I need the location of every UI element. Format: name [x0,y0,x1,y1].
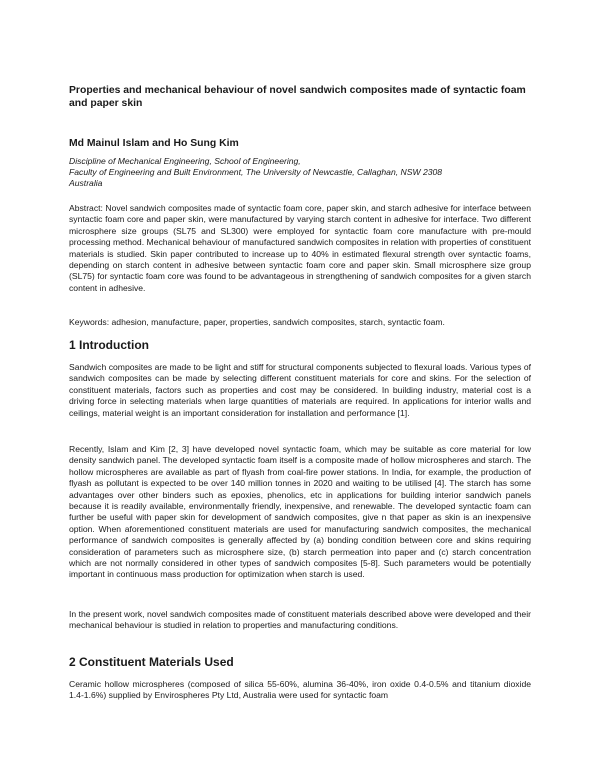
affiliation [69,156,531,190]
affiliation-line: Australia [69,178,103,189]
section-heading-constituent-materials: 2 Constituent Materials Used [69,655,234,669]
introduction-paragraph-1: Sandwich composites are made to be light and stiff for structural components subjected to flexural loads. Various types of sandwich composites can be made by selecting different constituent materials for core and skins. For the selection of constituent materials, factors such as properties and cost may be considered. In building industry, material cost is a driving force in selecting materials when large quantities of materials are required. In applications for interior walls and ceilings, material weight is an important consideration for installation and performance [1]. [69,362,531,418]
authors: Md Mainul Islam and Ho Sung Kim [69,138,239,149]
introduction-paragraph-3: In the present work, novel sandwich composites made of constituent materials described above were developed and their mechanical behaviour is studied in relation to properties and manufacturing conditions. [69,609,531,631]
affiliation-line: Discipline of Mechanical Engineering, School of Engineering, [69,156,301,166]
affiliation-line: Faculty of Engineering and Built Environment, The University of Newcastle, Callaghan, NSW 2308 [69,167,443,178]
keywords: Keywords: adhesion, manufacture, paper, properties, sandwich composites, starch, syntactic foam. [69,317,445,327]
section-heading-introduction: 1 Introduction [69,338,149,352]
paper-title: Properties and mechanical behaviour of novel sandwich composites made of syntactic foam and paper skin [69,85,526,109]
introduction-paragraph-2: Recently, Islam and Kim [2, 3] have developed novel syntactic foam, which may be suitable as core material for low density sandwich panel. The developed syntactic foam itself is a composite made of hollow microspheres and starch. The hollow microspheres are available as part of flyash from coal-fire power stations. In India, for example, the production of flyash as pollutant is expected to be over 140 million tonnes in 2020 and waiting to be utilised [4]. The starch has some advantages over other binders such as epoxies, phenolics, etc in applications for building interior sandwich panels because it is readily available, environmentally friendly, inexpensive, and renewable. The developed syntactic foam can further be useful with paper skin for development of sandwich composites, give n that paper as skin is an inexpensive option. When aforementioned constituent materials are used for manufacturing sandwich composites, the mechanical performance of sandwich composites is generally affected by (a) bonding condition between core and skins requiring consideration of parameters such as microsphere size, (b) starch permeation into paper and (c) starch concentration which are not normally considered in other types of sandwich composites [5-8]. Such parameters would be potentially important in continuous mass production for optimization when starch is used. [69,444,531,580]
materials-paragraph-1: Ceramic hollow microspheres (composed of silica 55-60%, alumina 36-40%, iron oxide 0.4-0.5% and titanium dioxide 1.4-1.6%) supplied by Envirospheres Pty Ltd, Australia were used for syntactic foam [69,679,531,701]
abstract: Abstract: Novel sandwich composites made of syntactic foam core, paper skin, and starch adhesive for interface between syntactic foam core and paper skin, were manufactured by varying starch content in adhesive for interface. Two different microsphere size groups (SL75 and SL300) were employed for syntactic foam core manufacture with pre-mould processing method. Mechanical behaviour of manufactured sandwich composites in relation with properties of constituent materials is studied. Skin paper contributed to increase up to 40% in estimated flexural strength over syntactic foams, depending on starch content in adhesive between syntactic foam core and paper skin. Small microsphere size group (SL75) for syntactic foam core was found to be advantageous in strengthening of sandwich composites for a given starch content in adhesive. [69,203,531,293]
